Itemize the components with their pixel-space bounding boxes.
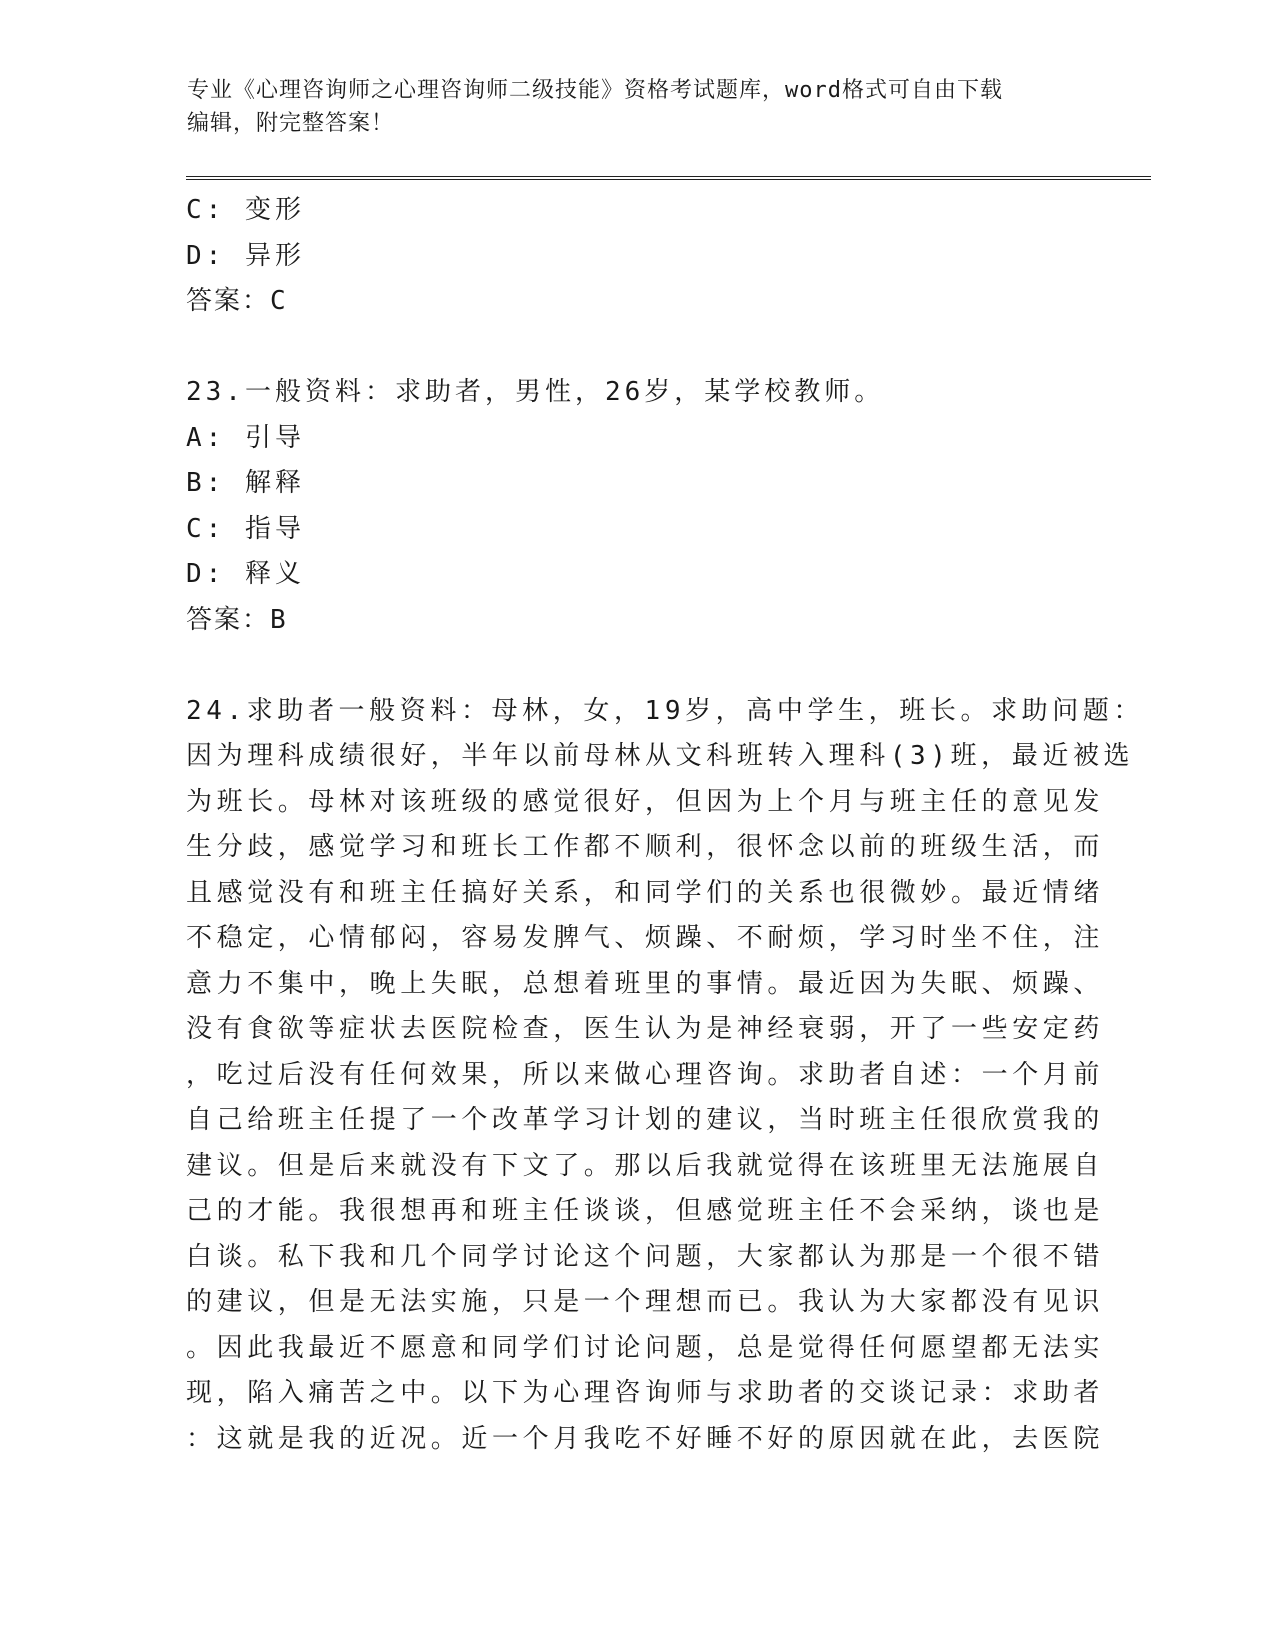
option-c: C: 变形 xyxy=(186,195,305,225)
question-line: 生分歧，感觉学习和班长工作都不顺利，很怀念以前的班级生活，而 xyxy=(186,832,1105,862)
answer: 答案：C xyxy=(186,286,288,316)
question-line: 。因此我最近不愿意和同学们讨论问题，总是觉得任何愿望都无法实 xyxy=(186,1332,1105,1363)
option-a: A: 引导 xyxy=(186,422,305,453)
question-22-tail xyxy=(186,188,1066,325)
question-line: 己的才能。我很想再和班主任谈谈，但感觉班主任不会采纳，谈也是 xyxy=(186,1196,1105,1226)
question-24 xyxy=(186,689,1145,1463)
question-line: 的建议，但是无法实施，只是一个理想而已。我认为大家都没有见识 xyxy=(186,1287,1105,1317)
question-stem: 23.一般资料：求助者，男性，26岁，某学校教师。 xyxy=(186,377,885,407)
page-header xyxy=(187,74,1067,140)
question-line: 现，陷入痛苦之中。以下为心理咨询师与求助者的交谈记录：求助者 xyxy=(186,1378,1105,1408)
option-d: D: 释义 xyxy=(186,559,305,589)
question-line: 意力不集中，晚上失眠，总想着班里的事情。最近因为失眠、烦躁、 xyxy=(186,968,1105,999)
document-body xyxy=(186,188,1145,1462)
question-line: 不稳定，心情郁闷，容易发脾气、烦躁、不耐烦，学习时坐不住，注 xyxy=(186,923,1105,953)
question-line: 因为理科成绩很好，半年以前母林从文科班转入理科(3)班，最近被选 xyxy=(186,741,1135,771)
question-line: 没有食欲等症状去医院检查，医生认为是神经衰弱，开了一些安定药 xyxy=(186,1014,1105,1044)
question-line: ，吃过后没有任何效果，所以来做心理咨询。求助者自述：一个月前 xyxy=(186,1059,1105,1090)
option-b: B: 解释 xyxy=(186,468,305,498)
spacer xyxy=(186,325,1066,371)
header-divider xyxy=(186,176,1151,180)
header-line-2: 编辑，附完整答案！ xyxy=(187,111,395,136)
spacer xyxy=(186,643,1066,689)
question-line: 自己给班主任提了一个改革学习计划的建议，当时班主任很欣赏我的 xyxy=(186,1105,1105,1135)
question-line: 为班长。母林对该班级的感觉很好，但因为上个月与班主任的意见发 xyxy=(186,786,1105,817)
option-d: D: 异形 xyxy=(186,240,305,271)
question-line: 且感觉没有和班主任搞好关系，和同学们的关系也很微妙。最近情绪 xyxy=(186,877,1105,908)
option-c: C: 指导 xyxy=(186,513,305,544)
answer: 答案：B xyxy=(186,604,288,635)
question-line: ：这就是我的近况。近一个月我吃不好睡不好的原因就在此，去医院 xyxy=(186,1423,1105,1454)
question-23 xyxy=(186,370,1066,643)
question-line: 白谈。私下我和几个同学讨论这个问题，大家都认为那是一个很不错 xyxy=(186,1241,1105,1272)
question-line: 24.求助者一般资料：母林，女，19岁，高中学生，班长。求助问题： xyxy=(186,695,1145,726)
header-line-1: 专业《心理咨询师之心理咨询师二级技能》资格考试题库，word格式可自由下载 xyxy=(187,78,1003,103)
question-line: 建议。但是后来就没有下文了。那以后我就觉得在该班里无法施展自 xyxy=(186,1150,1105,1181)
